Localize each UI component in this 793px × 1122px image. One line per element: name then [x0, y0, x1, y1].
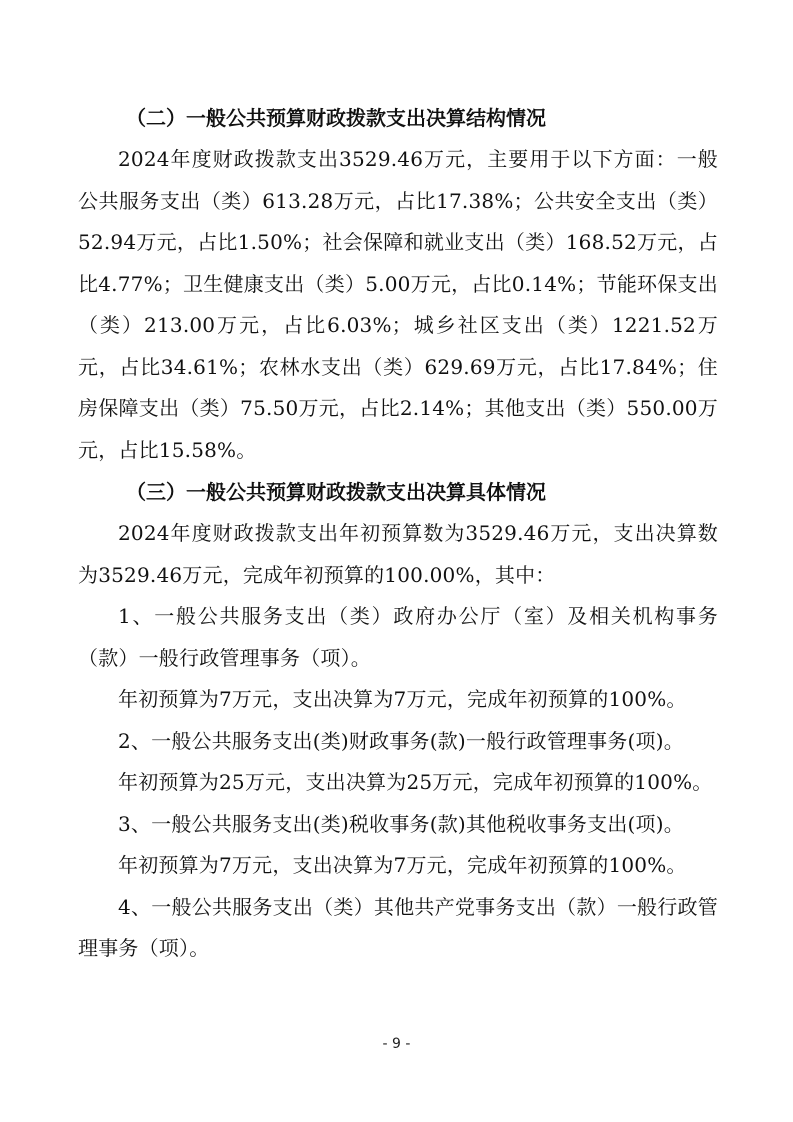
- item-4-title: 4、一般公共服务支出（类）其他共产党事务支出（款）一般行政管理事务（项）。: [78, 894, 718, 960]
- document-body: [78, 97, 718, 970]
- section-3-heading: （三）一般公共预算财政拨款支出决算具体情况: [126, 480, 546, 504]
- item-1-title: 1、一般公共服务支出（类）政府办公厅（室）及相关机构事务（款）一般行政管理事务（项）。: [78, 604, 718, 670]
- item-2-title: 2、一般公共服务支出(类)财政事务(款)一般行政管理事务(项)。: [118, 728, 684, 753]
- section-3-intro: 2024年度财政拨款支出年初预算数为3529.46万元，支出决算数为3529.46万元，完成年初预算的100.00%，其中：: [78, 521, 718, 587]
- section-2-heading: （二）一般公共预算财政拨款支出决算结构情况: [126, 106, 546, 130]
- item-2-detail: 年初预算为25万元，支出决算为25万元，完成年初预算的100%。: [118, 770, 713, 794]
- section-2-paragraph: 2024年度财政拨款支出3529.46万元，主要用于以下方面：一般公共服务支出（类）613.28万元，占比17.38%；公共安全支出（类）52.94万元，占比1.50%；社会保障和就业支出（类）168.52万元，占比4.77%；卫生健康支出（类）5.00万元，占比0.14%；节能环保支出（类）213.00万元，占比6.03%；城乡社区支出（类）1221.52万元，占比34.61%；农林水支出（类）629.69万元，占比17.84%；住房保障支出（类）75.50万元，占比2.14%；其他支出（类）550.00万元，占比15.58%。: [78, 147, 718, 462]
- page-number: - 9 -: [382, 1036, 411, 1052]
- item-3-detail: 年初预算为7万元，支出决算为7万元，完成年初预算的100%。: [118, 853, 687, 877]
- item-1-detail: 年初预算为7万元，支出决算为7万元，完成年初预算的100%。: [118, 687, 687, 711]
- item-3-title: 3、一般公共服务支出(类)税收事务(款)其他税收事务支出(项)。: [118, 811, 684, 836]
